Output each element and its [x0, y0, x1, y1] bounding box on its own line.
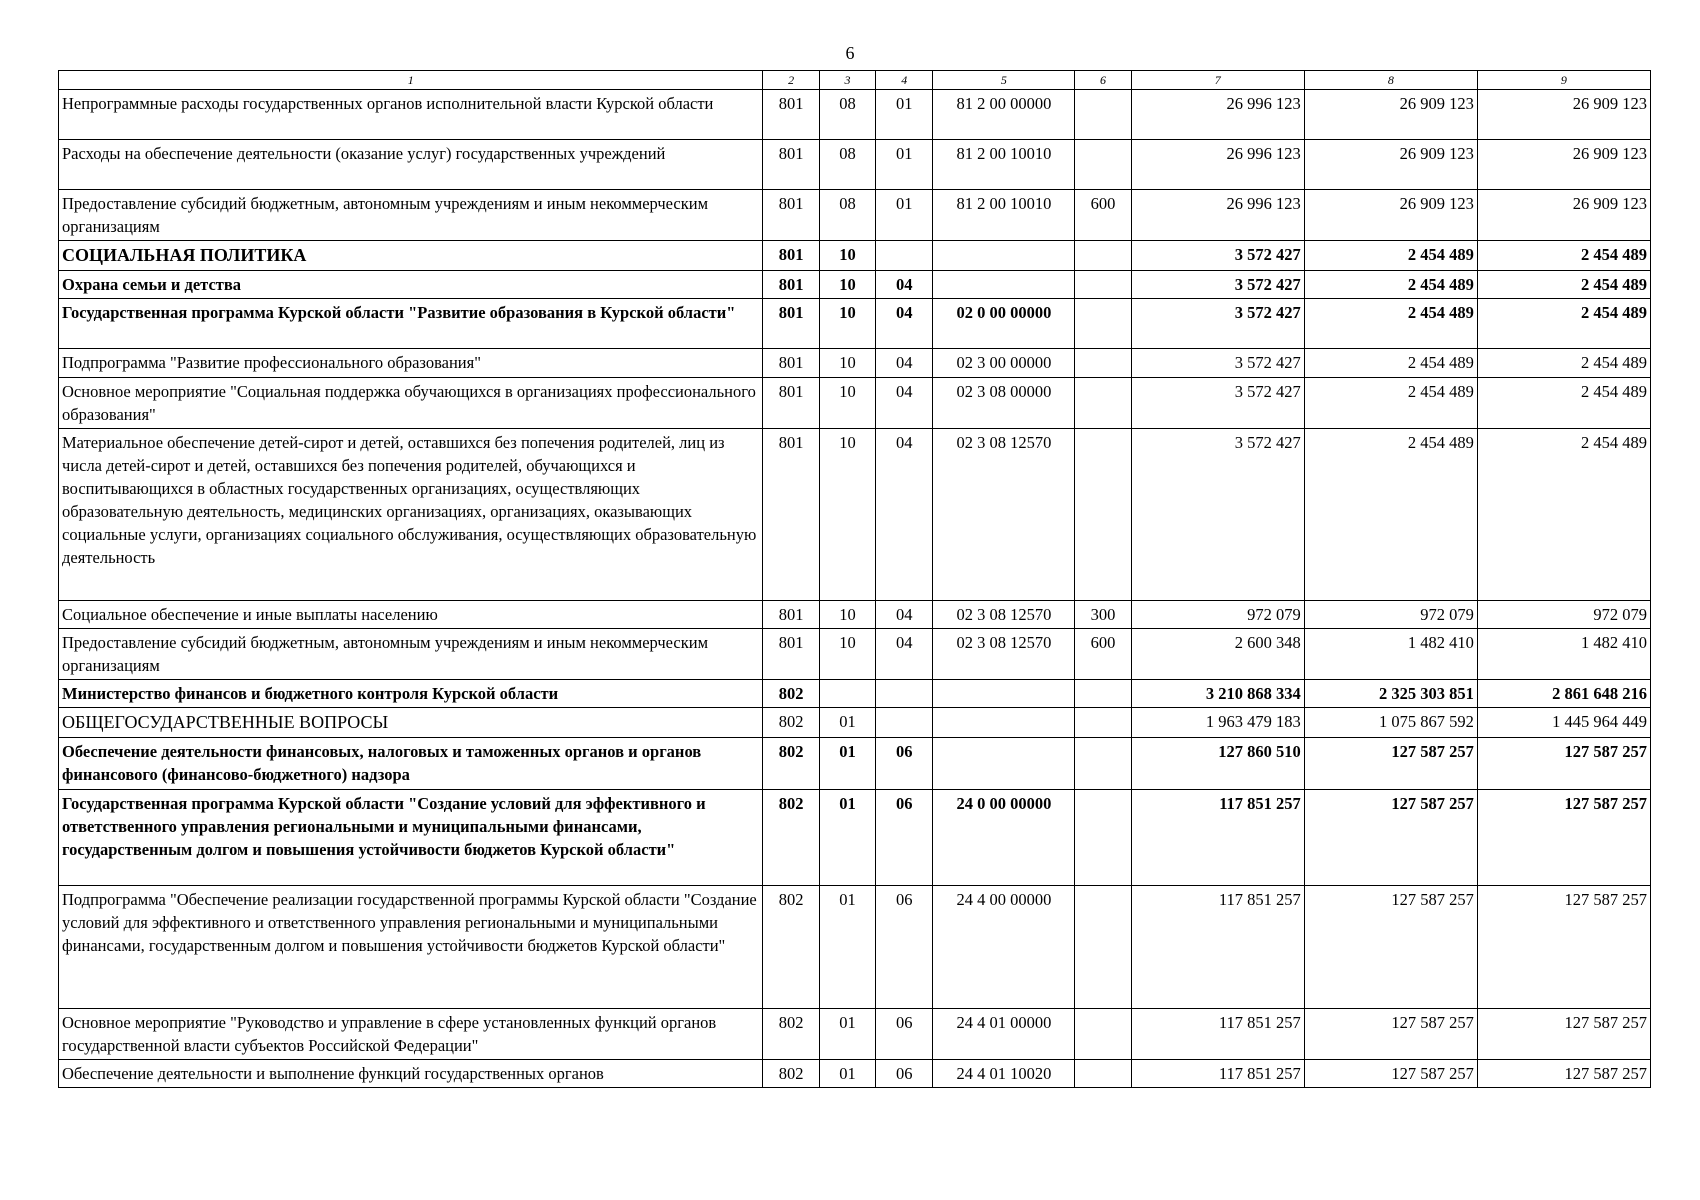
admin-code: 801 [763, 90, 819, 140]
expense-type-code [1075, 299, 1131, 349]
expense-type-code: 600 [1075, 628, 1131, 679]
expense-type-code [1075, 241, 1131, 271]
target-article-code: 24 4 00 00000 [933, 885, 1075, 1008]
row-description: Государственная программа Курской области "Создание условий для эффективного и ответственного управления региональными и муниципальными финансами, государственным долгом и повышения устойчивости бюджетов Курской области" [59, 789, 763, 885]
target-article-code: 81 2 00 10010 [933, 190, 1075, 241]
amount-col-9: 26 909 123 [1477, 190, 1650, 241]
subsection-code: 06 [876, 738, 933, 789]
column-header: 3 [819, 71, 875, 90]
amount-col-7: 3 572 427 [1131, 349, 1304, 377]
amount-col-9: 127 587 257 [1477, 738, 1650, 789]
column-header: 2 [763, 71, 819, 90]
admin-code: 801 [763, 140, 819, 190]
expense-type-code [1075, 680, 1131, 708]
amount-col-9: 127 587 257 [1477, 1059, 1650, 1087]
amount-col-7: 2 600 348 [1131, 628, 1304, 679]
amount-col-9: 2 454 489 [1477, 349, 1650, 377]
section-code: 10 [819, 271, 875, 299]
expense-type-code [1075, 271, 1131, 299]
target-article-code: 02 3 08 00000 [933, 377, 1075, 428]
amount-col-9: 127 587 257 [1477, 885, 1650, 1008]
column-number-header-row [59, 71, 1651, 90]
table-row [59, 299, 1651, 349]
amount-col-7: 3 572 427 [1131, 428, 1304, 600]
table-row [59, 789, 1651, 885]
admin-code: 802 [763, 789, 819, 885]
table-row [59, 628, 1651, 679]
subsection-code [876, 680, 933, 708]
table-row [59, 349, 1651, 377]
section-code: 10 [819, 428, 875, 600]
amount-col-8: 26 909 123 [1304, 140, 1477, 190]
expense-type-code [1075, 885, 1131, 1008]
amount-col-8: 1 075 867 592 [1304, 708, 1477, 738]
target-article-code: 24 0 00 00000 [933, 789, 1075, 885]
target-article-code: 24 4 01 10020 [933, 1059, 1075, 1087]
expense-type-code [1075, 90, 1131, 140]
amount-col-9: 2 861 648 216 [1477, 680, 1650, 708]
section-code: 10 [819, 349, 875, 377]
target-article-code [933, 738, 1075, 789]
section-code: 08 [819, 90, 875, 140]
row-description: Непрограммные расходы государственных органов исполнительной власти Курской области [59, 90, 763, 140]
row-description: Обеспечение деятельности финансовых, налоговых и таможенных органов и органов финансового (финансово-бюджетного) надзора [59, 738, 763, 789]
amount-col-9: 2 454 489 [1477, 241, 1650, 271]
table-body [59, 71, 1651, 1088]
admin-code: 801 [763, 349, 819, 377]
admin-code: 802 [763, 680, 819, 708]
amount-col-8: 2 454 489 [1304, 428, 1477, 600]
admin-code: 802 [763, 1059, 819, 1087]
amount-col-7: 117 851 257 [1131, 789, 1304, 885]
table-row [59, 241, 1651, 271]
subsection-code: 04 [876, 299, 933, 349]
admin-code: 801 [763, 241, 819, 271]
amount-col-7: 3 572 427 [1131, 271, 1304, 299]
target-article-code: 02 3 08 12570 [933, 428, 1075, 600]
amount-col-7: 3 210 868 334 [1131, 680, 1304, 708]
amount-col-7: 26 996 123 [1131, 90, 1304, 140]
expense-type-code: 600 [1075, 190, 1131, 241]
subsection-code: 04 [876, 628, 933, 679]
table-row [59, 90, 1651, 140]
section-code: 10 [819, 241, 875, 271]
table-row [59, 708, 1651, 738]
amount-col-7: 1 963 479 183 [1131, 708, 1304, 738]
expense-type-code [1075, 738, 1131, 789]
admin-code: 801 [763, 628, 819, 679]
table-row [59, 1008, 1651, 1059]
row-description: Основное мероприятие "Руководство и управление в сфере установленных функций органов государственной власти субъектов Российской Федерации" [59, 1008, 763, 1059]
target-article-code: 02 3 00 00000 [933, 349, 1075, 377]
budget-table [58, 70, 1651, 1088]
column-header: 8 [1304, 71, 1477, 90]
column-header: 1 [59, 71, 763, 90]
amount-col-9: 2 454 489 [1477, 377, 1650, 428]
row-description: ОБЩЕГОСУДАРСТВЕННЫЕ ВОПРОСЫ [59, 708, 763, 738]
subsection-code: 06 [876, 1008, 933, 1059]
row-description: Расходы на обеспечение деятельности (оказание услуг) государственных учреждений [59, 140, 763, 190]
target-article-code [933, 271, 1075, 299]
amount-col-7: 26 996 123 [1131, 190, 1304, 241]
subsection-code: 04 [876, 377, 933, 428]
table-row [59, 190, 1651, 241]
expense-type-code [1075, 1059, 1131, 1087]
amount-col-9: 127 587 257 [1477, 1008, 1650, 1059]
subsection-code: 01 [876, 90, 933, 140]
expense-type-code [1075, 349, 1131, 377]
table-row [59, 738, 1651, 789]
section-code: 01 [819, 738, 875, 789]
target-article-code: 24 4 01 00000 [933, 1008, 1075, 1059]
amount-col-7: 117 851 257 [1131, 1059, 1304, 1087]
subsection-code: 06 [876, 885, 933, 1008]
table-row [59, 271, 1651, 299]
column-header: 6 [1075, 71, 1131, 90]
subsection-code: 06 [876, 789, 933, 885]
amount-col-9: 127 587 257 [1477, 789, 1650, 885]
target-article-code [933, 708, 1075, 738]
page-number: 6 [845, 43, 855, 63]
amount-col-9: 2 454 489 [1477, 428, 1650, 600]
target-article-code: 02 3 08 12570 [933, 600, 1075, 628]
target-article-code: 81 2 00 00000 [933, 90, 1075, 140]
admin-code: 801 [763, 271, 819, 299]
admin-code: 801 [763, 428, 819, 600]
expense-type-code [1075, 377, 1131, 428]
section-code: 10 [819, 600, 875, 628]
amount-col-7: 3 572 427 [1131, 299, 1304, 349]
row-description: Материальное обеспечение детей-сирот и детей, оставшихся без попечения родителей, лиц из числа детей-сирот и детей, оставшихся без попечения родителей, обучающихся и воспитывающихся в областных государственных организациях, осуществляющих образовательную деятельность, медицинских организациях, организациях, оказывающих социальные услуги, организациях социального обслуживания, осуществляющих образовательную деятельность [59, 428, 763, 600]
section-code: 08 [819, 190, 875, 241]
subsection-code: 04 [876, 600, 933, 628]
admin-code: 801 [763, 377, 819, 428]
amount-col-8: 1 482 410 [1304, 628, 1477, 679]
table-row [59, 1059, 1651, 1087]
section-code: 01 [819, 1008, 875, 1059]
row-description: Предоставление субсидий бюджетным, автономным учреждениям и иным некоммерческим организациям [59, 628, 763, 679]
table-row [59, 428, 1651, 600]
amount-col-9: 1 445 964 449 [1477, 708, 1650, 738]
expense-type-code [1075, 140, 1131, 190]
subsection-code: 04 [876, 428, 933, 600]
amount-col-9: 2 454 489 [1477, 271, 1650, 299]
row-description: Подпрограмма "Развитие профессионального образования" [59, 349, 763, 377]
column-header: 4 [876, 71, 933, 90]
amount-col-8: 127 587 257 [1304, 1059, 1477, 1087]
amount-col-8: 127 587 257 [1304, 885, 1477, 1008]
admin-code: 802 [763, 738, 819, 789]
section-code: 01 [819, 885, 875, 1008]
amount-col-8: 127 587 257 [1304, 789, 1477, 885]
amount-col-8: 26 909 123 [1304, 90, 1477, 140]
table-row [59, 680, 1651, 708]
admin-code: 801 [763, 190, 819, 241]
row-description: Подпрограмма "Обеспечение реализации государственной программы Курской области "Создание условий для эффективного и ответственного управления региональными и муниципальными финансами, государственным долгом и повышения устойчивости бюджетов Курской области" [59, 885, 763, 1008]
amount-col-8: 127 587 257 [1304, 1008, 1477, 1059]
amount-col-7: 26 996 123 [1131, 140, 1304, 190]
table-row [59, 885, 1651, 1008]
section-code: 01 [819, 1059, 875, 1087]
amount-col-7: 127 860 510 [1131, 738, 1304, 789]
section-code: 01 [819, 789, 875, 885]
target-article-code: 81 2 00 10010 [933, 140, 1075, 190]
column-header: 9 [1477, 71, 1650, 90]
subsection-code: 06 [876, 1059, 933, 1087]
section-code [819, 680, 875, 708]
amount-col-8: 2 454 489 [1304, 377, 1477, 428]
amount-col-7: 3 572 427 [1131, 377, 1304, 428]
subsection-code [876, 708, 933, 738]
row-description: Охрана семьи и детства [59, 271, 763, 299]
section-code: 08 [819, 140, 875, 190]
amount-col-8: 2 454 489 [1304, 241, 1477, 271]
expense-type-code: 300 [1075, 600, 1131, 628]
amount-col-8: 2 454 489 [1304, 299, 1477, 349]
subsection-code: 01 [876, 140, 933, 190]
admin-code: 801 [763, 600, 819, 628]
table-row [59, 140, 1651, 190]
section-code: 10 [819, 628, 875, 679]
row-description: Предоставление субсидий бюджетным, автономным учреждениям и иным некоммерческим организациям [59, 190, 763, 241]
subsection-code: 04 [876, 349, 933, 377]
amount-col-9: 26 909 123 [1477, 140, 1650, 190]
target-article-code: 02 0 00 00000 [933, 299, 1075, 349]
row-description: Основное мероприятие "Социальная поддержка обучающихся в организациях профессионального образования" [59, 377, 763, 428]
amount-col-9: 26 909 123 [1477, 90, 1650, 140]
section-code: 01 [819, 708, 875, 738]
table-row [59, 600, 1651, 628]
table-row [59, 377, 1651, 428]
amount-col-7: 117 851 257 [1131, 885, 1304, 1008]
row-description: Государственная программа Курской области "Развитие образования в Курской области" [59, 299, 763, 349]
expense-type-code [1075, 789, 1131, 885]
row-description: Министерство финансов и бюджетного контроля Курской области [59, 680, 763, 708]
amount-col-8: 127 587 257 [1304, 738, 1477, 789]
target-article-code [933, 241, 1075, 271]
expense-type-code [1075, 428, 1131, 600]
amount-col-7: 117 851 257 [1131, 1008, 1304, 1059]
amount-col-8: 2 454 489 [1304, 271, 1477, 299]
subsection-code: 01 [876, 190, 933, 241]
admin-code: 802 [763, 885, 819, 1008]
admin-code: 802 [763, 1008, 819, 1059]
expense-type-code [1075, 708, 1131, 738]
row-description: Социальное обеспечение и иные выплаты населению [59, 600, 763, 628]
amount-col-9: 2 454 489 [1477, 299, 1650, 349]
amount-col-8: 972 079 [1304, 600, 1477, 628]
amount-col-8: 2 325 303 851 [1304, 680, 1477, 708]
expense-type-code [1075, 1008, 1131, 1059]
column-header: 5 [933, 71, 1075, 90]
section-code: 10 [819, 377, 875, 428]
target-article-code [933, 680, 1075, 708]
admin-code: 801 [763, 299, 819, 349]
amount-col-7: 972 079 [1131, 600, 1304, 628]
row-description: СОЦИАЛЬНАЯ ПОЛИТИКА [59, 241, 763, 271]
column-header: 7 [1131, 71, 1304, 90]
amount-col-9: 1 482 410 [1477, 628, 1650, 679]
subsection-code [876, 241, 933, 271]
target-article-code: 02 3 08 12570 [933, 628, 1075, 679]
amount-col-7: 3 572 427 [1131, 241, 1304, 271]
section-code: 10 [819, 299, 875, 349]
amount-col-8: 26 909 123 [1304, 190, 1477, 241]
subsection-code: 04 [876, 271, 933, 299]
admin-code: 802 [763, 708, 819, 738]
row-description: Обеспечение деятельности и выполнение функций государственных органов [59, 1059, 763, 1087]
amount-col-9: 972 079 [1477, 600, 1650, 628]
amount-col-8: 2 454 489 [1304, 349, 1477, 377]
